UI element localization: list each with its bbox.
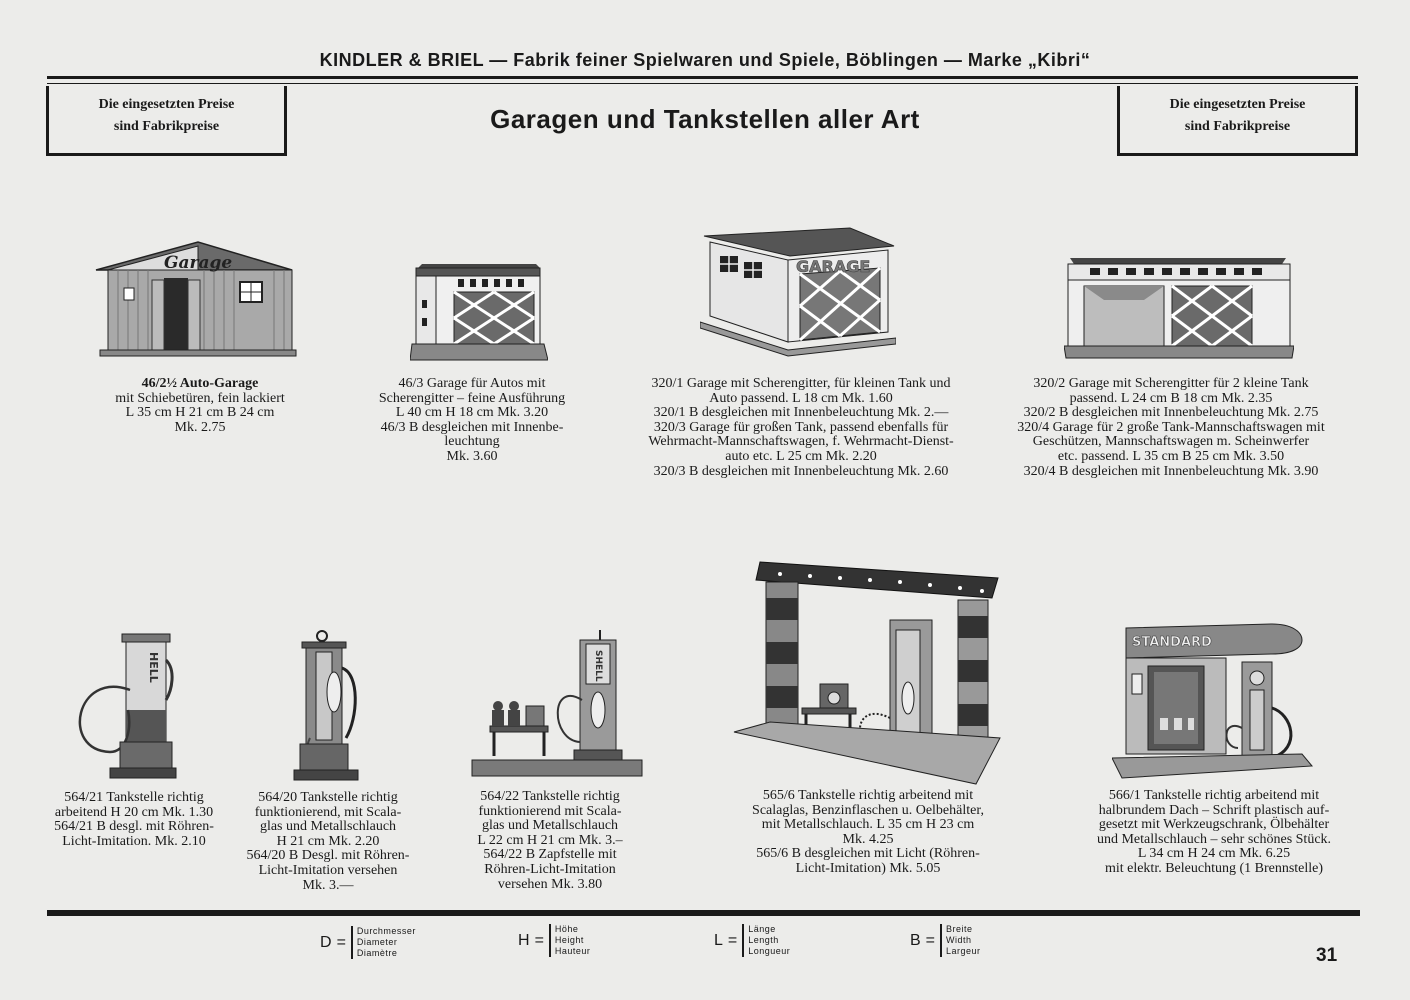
legend-b — [910, 924, 981, 957]
legend-word: Width — [946, 935, 972, 945]
legend-equals: = — [727, 931, 738, 949]
garage-320-1-image — [700, 226, 896, 358]
legend-letter: B — [910, 931, 921, 949]
legend-word: Length — [748, 935, 779, 945]
caption-line: gesetzt mit Werkzeugschrank, Ölbehälter — [1098, 817, 1330, 833]
caption-line: Scalaglas, Benzinflaschen u. Oelbehälter, — [752, 802, 984, 818]
garage-46-3-image — [410, 262, 548, 364]
legend-word: Diamètre — [356, 948, 398, 958]
legend-word: Height — [554, 935, 584, 945]
header-rule-thin — [47, 83, 1358, 84]
legend-word: Diameter — [356, 937, 398, 947]
caption-line: 564/20 Tankstelle richtig — [258, 790, 398, 805]
page-number: 31 — [1316, 945, 1338, 966]
caption-line: 564/22 B Zapfstelle mit — [483, 847, 617, 863]
svg-text:HELL: HELL — [147, 652, 160, 683]
garage-320-2-image — [1064, 256, 1294, 362]
caption-line: 565/6 B desgleichen mit Licht (Röhren- — [756, 846, 980, 862]
caption-line: Scherengitter – feine Ausführung — [378, 390, 566, 406]
caption-station-565-6 — [716, 789, 1020, 877]
legend-letter: L — [714, 931, 723, 949]
station-566-1-image — [1112, 618, 1314, 782]
garage-sign-text: Garage — [164, 253, 233, 273]
legend-word: Länge — [748, 924, 776, 934]
price-note-left-line1: Die eingesetzten Preise — [98, 97, 235, 112]
legend-letter: H — [518, 931, 530, 949]
auto-garage-image — [94, 240, 299, 358]
caption-line: Mk. 3.60 — [446, 448, 498, 464]
caption-garage-320-2 — [986, 377, 1356, 479]
caption-line: arbeitend H 20 cm Mk. 1.30 — [54, 804, 214, 820]
caption-line: 564/21 B desgl. mit Röhren- — [54, 819, 214, 835]
caption-line: L 22 cm H 21 cm Mk. 3.– — [477, 832, 623, 848]
caption-pump-564-22 — [448, 790, 652, 892]
caption-garage-320-1 — [612, 377, 990, 479]
legend-words — [549, 924, 591, 957]
caption-line: passend. L 24 cm B 18 cm Mk. 2.35 — [1069, 390, 1273, 406]
caption-line: Licht-Imitation. Mk. 2.10 — [62, 833, 206, 849]
legend-letter: D — [320, 933, 332, 951]
caption-auto-garage — [80, 377, 320, 435]
caption-line: glas und Metallschlauch — [481, 818, 619, 834]
price-note-right-line1: Die eingesetzten Preise — [1169, 97, 1306, 112]
caption-line: Auto passend. L 18 cm Mk. 1.60 — [709, 390, 893, 406]
caption-line: Mk. 4.25 — [842, 831, 894, 847]
legend-equals: = — [534, 931, 544, 949]
caption-line: und Metallschlauch – sehr schönes Stück. — [1096, 831, 1332, 847]
caption-pump-564-20 — [228, 791, 428, 893]
caption-line: 320/2 B desgleichen mit Innenbeleuchtung Mk. 2.75 — [1023, 405, 1319, 421]
caption-line: 46/2½ Auto-Garage — [141, 376, 259, 391]
standard-sign-text: STANDARD — [1132, 635, 1212, 650]
caption-line: Röhren-Licht-Imitation — [484, 861, 616, 877]
caption-line: mit Schiebetüren, fein lackiert — [115, 390, 285, 406]
caption-line: etc. passend. L 35 cm B 25 cm Mk. 3.50 — [1057, 448, 1285, 464]
caption-line: 564/21 Tankstelle richtig — [64, 790, 204, 805]
pump-564-21-image — [66, 630, 178, 782]
legend-h — [518, 924, 590, 957]
caption-line: halbrundem Dach – Schrift plastisch auf- — [1098, 802, 1330, 818]
pump-564-22-image — [470, 630, 644, 782]
caption-line: L 40 cm H 18 cm Mk. 3.20 — [395, 405, 549, 421]
pump-564-20-image — [290, 628, 370, 782]
caption-station-566-1 — [1066, 789, 1362, 877]
caption-line: 46/3 Garage für Autos mit — [398, 376, 546, 391]
caption-line: 320/1 Garage mit Scherengitter, für kleinen Tank und — [651, 376, 951, 391]
legend-word: Breite — [946, 924, 973, 934]
legend-words — [742, 924, 790, 957]
caption-line: 565/6 Tankstelle richtig arbeitend mit — [762, 788, 974, 803]
caption-line: L 35 cm H 21 cm B 24 cm — [125, 405, 275, 421]
caption-garage-46-3 — [352, 377, 592, 465]
legend-words — [351, 926, 416, 959]
caption-line: 564/20 B Desgl. mit Röhren- — [246, 848, 410, 864]
caption-line: Mk. 2.75 — [174, 419, 226, 435]
legend-word: Hauteur — [554, 946, 591, 956]
caption-line: 564/22 Tankstelle richtig — [480, 789, 620, 804]
company-header: KINDLER & BRIEL — Fabrik feiner Spielwaren und Spiele, Böblingen — Marke „Kibri“ — [319, 50, 1091, 70]
pump-shell-text: SHELL — [593, 650, 603, 682]
caption-line: glas und Metallschlauch — [259, 819, 397, 835]
legend-word: Largeur — [946, 946, 981, 956]
caption-line: H 21 cm Mk. 2.20 — [276, 833, 380, 849]
caption-line: 320/1 B desgleichen mit Innenbeleuchtung Mk. 2.— — [653, 405, 949, 421]
caption-pump-564-21 — [34, 791, 234, 849]
caption-line: leuchtung — [444, 434, 500, 450]
caption-line: 320/3 Garage für großen Tank, passend ebenfalls für — [653, 419, 949, 435]
price-note-right-line2: sind Fabrikpreise — [1184, 119, 1291, 134]
price-note-left-line2: sind Fabrikpreise — [113, 119, 220, 134]
legend-word: Longueur — [748, 946, 791, 956]
garage-320-1-sign: GARAGE — [796, 257, 871, 276]
caption-line: versehen Mk. 3.80 — [497, 876, 603, 892]
caption-line: 46/3 B desgleichen mit Innenbe- — [380, 419, 564, 435]
caption-line: 566/1 Tankstelle richtig arbeitend mit — [1108, 788, 1320, 803]
legend-l — [714, 924, 790, 957]
caption-line: auto etc. L 25 cm Mk. 2.20 — [725, 448, 877, 464]
legend-word: Höhe — [554, 924, 579, 934]
caption-line: funktionierend, mit Scala- — [254, 804, 402, 820]
station-565-6-image — [730, 558, 1002, 788]
caption-line: Geschützen, Mannschaftswagen m. Scheinwerfer — [1032, 434, 1310, 450]
footer-rule — [47, 910, 1360, 916]
caption-line: Mk. 3.— — [302, 877, 354, 893]
legend-words — [940, 924, 981, 957]
caption-line: 320/3 B desgleichen mit Innenbeleuchtung Mk. 2.60 — [653, 463, 949, 479]
caption-line: mit Metallschlauch. L 35 cm H 23 cm — [761, 817, 975, 833]
caption-line: 320/4 B desgleichen mit Innenbeleuchtung Mk. 3.90 — [1023, 463, 1319, 479]
page-title: Garagen und Tankstellen aller Art — [490, 104, 920, 134]
legend-word: Durchmesser — [356, 926, 416, 936]
header-rule-thick — [47, 76, 1358, 79]
legend-equals: = — [336, 933, 346, 951]
caption-line: Licht-Imitation versehen — [258, 862, 398, 878]
legend-d — [320, 926, 416, 959]
caption-line: L 34 cm H 24 cm Mk. 6.25 — [1137, 846, 1291, 862]
caption-line: 320/2 Garage mit Scherengitter für 2 kleine Tank — [1033, 376, 1309, 391]
legend-equals: = — [925, 931, 936, 949]
caption-line: Wehrmacht-Mannschaftswagen, f. Wehrmacht-Dienst- — [648, 434, 954, 450]
caption-line: funktionierend mit Scala- — [478, 803, 622, 819]
caption-line: mit elektr. Beleuchtung (1 Brennstelle) — [1104, 860, 1324, 876]
caption-line: 320/4 Garage für 2 große Tank-Mannschaftswagen mit — [1017, 419, 1325, 435]
caption-line: Licht-Imitation) Mk. 5.05 — [795, 860, 941, 876]
